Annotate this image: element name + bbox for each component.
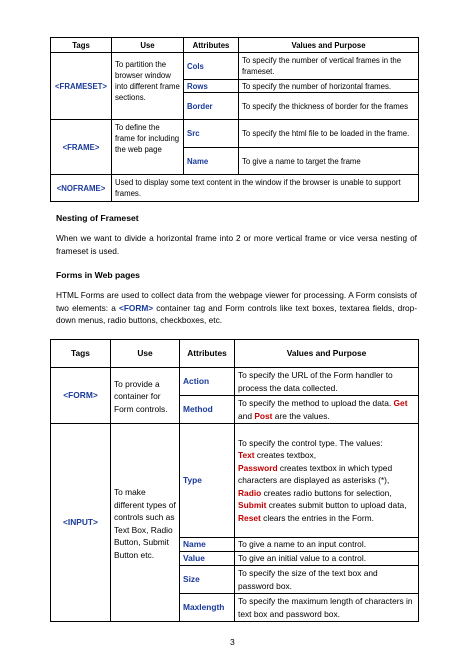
- nesting-heading: Nesting of Frameset: [56, 213, 139, 223]
- attr-size: Size: [180, 566, 235, 594]
- tag-frame: <FRAME>: [51, 120, 112, 175]
- value-src: To specify the html file to be loaded in the frame.: [239, 120, 419, 148]
- type-submit-desc: creates submit button to upload data,: [266, 500, 407, 511]
- attr-type: Type: [180, 424, 235, 538]
- use-frame: To define the frame for including the web page: [112, 120, 184, 175]
- form-tag-inline: <FORM>: [118, 302, 154, 313]
- forms-table: [50, 339, 419, 622]
- table-row: [51, 175, 419, 202]
- attr-border: Border: [184, 93, 239, 120]
- table-header-row: [51, 38, 419, 53]
- attr-value: Value: [180, 552, 235, 566]
- value-action: To specify the URL of the Form handler to process the data collected.: [235, 368, 419, 396]
- type-text-kw: Text: [238, 450, 255, 461]
- value-cols: To specify the number of vertical frames in the frameset.: [239, 53, 419, 80]
- attr-action: Action: [180, 368, 235, 396]
- table-row: [51, 424, 419, 538]
- attr-maxlength: Maxlength: [180, 594, 235, 622]
- use-input: To make different types of controls such as Text Box, Radio Button, Submit Button etc.: [111, 424, 180, 622]
- method-get: Get: [393, 398, 408, 408]
- attr-cols: Cols: [184, 53, 239, 80]
- header-values: Values and Purpose: [235, 340, 419, 368]
- forms-paragraph-text: HTML Forms are used to collect data from the webpage viewer for processing. A Form consists of two elements: a: [56, 290, 417, 313]
- attr-name: Name: [180, 538, 235, 552]
- forms-heading: Forms in Web pages: [56, 270, 140, 280]
- header-tags: Tags: [51, 38, 112, 53]
- type-password-kw: Password: [238, 462, 278, 473]
- attr-method: Method: [180, 396, 235, 424]
- header-values: Values and Purpose: [239, 38, 419, 53]
- type-radio-kw: Radio: [238, 487, 262, 498]
- type-intro: To specify the control type. The values:: [238, 437, 383, 448]
- tag-frameset: <FRAMESET>: [51, 53, 112, 120]
- header-attributes: Attributes: [180, 340, 235, 368]
- page-number: 3: [230, 637, 235, 647]
- type-reset-desc: clears the entries in the Form.: [260, 512, 374, 523]
- header-use: Use: [111, 340, 180, 368]
- table-row: [51, 53, 419, 80]
- value-maxlength: To specify the maximum length of characters in text box and password box.: [235, 594, 419, 622]
- value-name: To give a name to an input control.: [235, 538, 419, 552]
- type-password-desc: creates textbox in which typed characters are displayed as asterisks (*),: [238, 462, 393, 486]
- value-method: [235, 396, 419, 424]
- table-header-row: [51, 340, 419, 368]
- table-row: [51, 368, 419, 396]
- type-text-desc: creates textbox,: [254, 450, 317, 461]
- method-and: and: [238, 410, 255, 421]
- method-text: To specify the method to upload the data.: [238, 398, 394, 408]
- value-type: [235, 424, 419, 538]
- method-post: Post: [254, 410, 273, 421]
- header-attributes: Attributes: [184, 38, 239, 53]
- attr-rows: Rows: [184, 80, 239, 93]
- table-row: [51, 120, 419, 148]
- forms-paragraph: [56, 289, 417, 327]
- tag-form: <FORM>: [51, 368, 111, 424]
- value-name: To give a name to target the frame: [239, 148, 419, 175]
- method-text-2: are the values.: [272, 410, 330, 421]
- value-size: To specify the size of the text box and password box.: [235, 566, 419, 594]
- value-border: To specify the thickness of border for the frames: [239, 93, 419, 120]
- type-submit-kw: Submit: [238, 500, 267, 511]
- use-form: To provide a container for Form controls.: [111, 368, 180, 424]
- attr-src: Src: [184, 120, 239, 148]
- attr-name: Name: [184, 148, 239, 175]
- value-rows: To specify the number of horizontal frames.: [239, 80, 419, 93]
- nesting-paragraph: When we want to divide a horizontal frame into 2 or more vertical frame or vice versa nesting of frameset is used.: [56, 233, 417, 256]
- tag-input: <INPUT>: [51, 424, 111, 622]
- type-radio-desc: creates radio buttons for selection,: [261, 487, 392, 498]
- header-use: Use: [112, 38, 184, 53]
- type-reset-kw: Reset: [238, 512, 261, 523]
- frames-table: [50, 37, 419, 202]
- forms-paragraph-text-2: container tag and Form controls like text boxes, textarea fields, drop-down menus, radio buttons, checkboxes, etc.: [56, 302, 417, 325]
- value-value: To give an initial value to a control.: [235, 552, 419, 566]
- noframe-text: Used to display some text content in the window if the browser is unable to support frames.: [112, 175, 419, 202]
- use-frameset: To partition the browser window into different frame sections.: [112, 53, 184, 120]
- header-tags: Tags: [51, 340, 111, 368]
- tag-noframe: <NOFRAME>: [51, 175, 112, 202]
